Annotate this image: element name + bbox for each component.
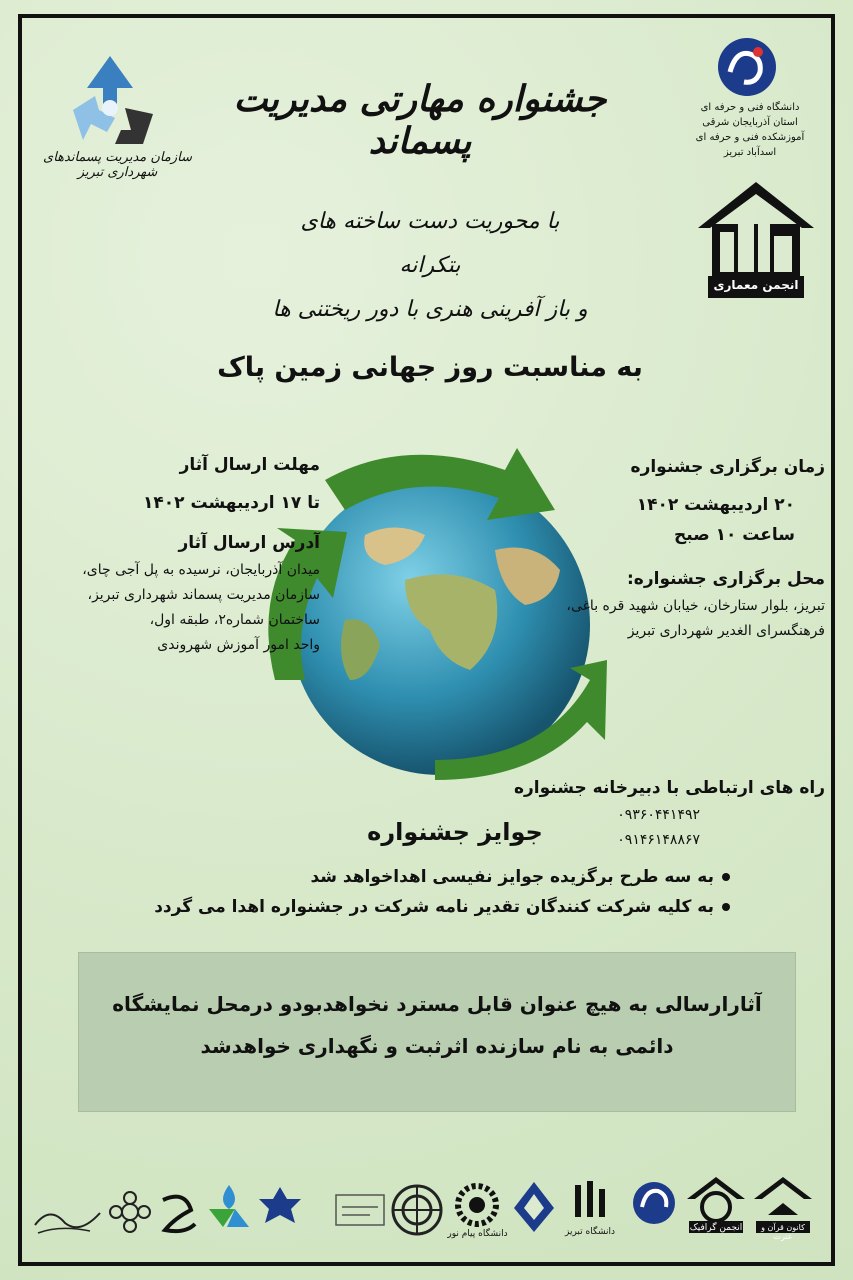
sponsor-logos-row bbox=[30, 1165, 825, 1245]
university-caption-line: آموزشکده فنی و حرفه ای اسدآباد تبریز bbox=[695, 132, 805, 158]
prizes-heading: جوایز جشنواره bbox=[367, 818, 543, 846]
blue-flower-logo-icon bbox=[255, 1185, 305, 1225]
address-line: سازمان مدیریت پسماند شهرداری تبریز، bbox=[87, 587, 320, 603]
bullet-icon bbox=[722, 873, 730, 881]
notice-box bbox=[78, 952, 796, 1112]
poster-subtitle bbox=[270, 200, 590, 332]
technical-university-logo-icon bbox=[630, 1179, 678, 1227]
poster-frame-bottom bbox=[18, 1262, 835, 1266]
prize-item bbox=[120, 892, 730, 922]
flower-emblem-icon bbox=[108, 1190, 153, 1235]
notice-line: دائمی به نام سازنده اثرثبت و نگهداری خواهدشد bbox=[200, 1034, 674, 1058]
poster-title: جشنواره مهارتی مدیریت پسماند bbox=[233, 78, 607, 162]
address-label: آدرس ارسال آثار bbox=[178, 533, 320, 553]
address-line: واحد امور آموزش شهروندی bbox=[157, 637, 320, 653]
tabriz-university-logo-icon bbox=[565, 1179, 615, 1224]
architecture-logo-label: انجمن معماری bbox=[713, 278, 799, 292]
notice-line: آثارارسالی به هیچ عنوان قابل مسترد نخواهدبودو درمحل نمایشگاه bbox=[112, 992, 762, 1016]
contact-phone: ۰۹۳۶۰۴۴۱۴۹۲ bbox=[617, 807, 700, 823]
prizes-list bbox=[120, 862, 730, 922]
quran-association-label: کانون قرآن و عترت bbox=[761, 1223, 805, 1241]
azad-university-logo-icon bbox=[512, 1180, 557, 1235]
festival-date: ۲۰ اردیبهشت ۱۴۰۲ bbox=[636, 495, 795, 515]
deadline-label: مهلت ارسال آثار bbox=[179, 455, 320, 475]
recycle-logo-icon bbox=[55, 48, 165, 158]
university-caption-line: استان آذربایجان شرقی bbox=[702, 117, 798, 128]
prize-text: به کلیه شرکت کنندگان تقدیر نامه شرکت در جشنواره اهدا می گردد bbox=[154, 897, 714, 917]
poster-frame-top bbox=[18, 14, 835, 18]
prize-text: به سه طرح برگزیده جوایز نفیسی اهداخواهد شد bbox=[310, 867, 714, 887]
poster-frame-left bbox=[18, 14, 22, 1266]
festival-place-line: فرهنگسرای الغدیر شهرداری تبریز bbox=[627, 623, 825, 639]
rosette-logo-icon bbox=[390, 1183, 445, 1238]
occasion-heading: به مناسبت روز جهانی زمین پاک bbox=[217, 352, 643, 383]
subtitle-line: و باز آفرینی هنری با دور ریختنی ها bbox=[272, 297, 588, 322]
festival-time-label: زمان برگزاری جشنواره bbox=[630, 457, 825, 477]
ministry-emblem-icon bbox=[330, 1187, 390, 1235]
payam-noor-logo-icon bbox=[455, 1183, 500, 1228]
university-logo-icon bbox=[716, 36, 778, 98]
university-caption-line: دانشگاه فنی و حرفه ای bbox=[700, 102, 800, 113]
deadline-section bbox=[30, 450, 320, 658]
address-line: میدان آذربایجان، نرسیده به پل آجی چای، bbox=[82, 562, 320, 578]
recycle-logo-caption: سازمان مدیریت پسماندهای شهرداری تبریز bbox=[43, 150, 192, 180]
tabriz-university-label: دانشگاه تبریز bbox=[565, 1227, 615, 1237]
payam-noor-label: دانشگاه پیام نور bbox=[447, 1229, 508, 1239]
bullet-icon bbox=[722, 903, 730, 911]
contact-phone: ۰۹۱۴۶۱۴۸۸۶۷ bbox=[617, 832, 700, 848]
address-line: ساختمان شماره۲، طبقه اول، bbox=[149, 612, 320, 628]
contact-label: راه های ارتباطی با دبیرخانه جشنواره bbox=[513, 778, 825, 798]
water-drop-logo-icon bbox=[205, 1183, 253, 1228]
university-logo-caption bbox=[680, 100, 820, 160]
poster-frame-right bbox=[831, 14, 835, 1266]
prize-item bbox=[120, 862, 730, 892]
deadline-value: تا ۱۷ اردیبهشت ۱۴۰۲ bbox=[143, 493, 320, 513]
festival-place-label: محل برگزاری جشنواره: bbox=[627, 569, 825, 589]
festival-time-section bbox=[560, 452, 825, 644]
graphic-association-label: انجمن گرافیک bbox=[689, 1223, 743, 1233]
notice-text bbox=[79, 983, 795, 1067]
festival-place-line: تبریز، بلوار ستارخان، خیابان شهید قره باغی، bbox=[566, 598, 825, 614]
calligraphy-org-logo-icon bbox=[30, 1195, 105, 1240]
stylized-script-logo-icon bbox=[155, 1190, 200, 1240]
subtitle-line: با محوریت دست ساخته های بتکرانه bbox=[300, 209, 560, 278]
architecture-association-logo bbox=[694, 178, 818, 302]
festival-hour: ساعت ۱۰ صبح bbox=[674, 525, 795, 545]
